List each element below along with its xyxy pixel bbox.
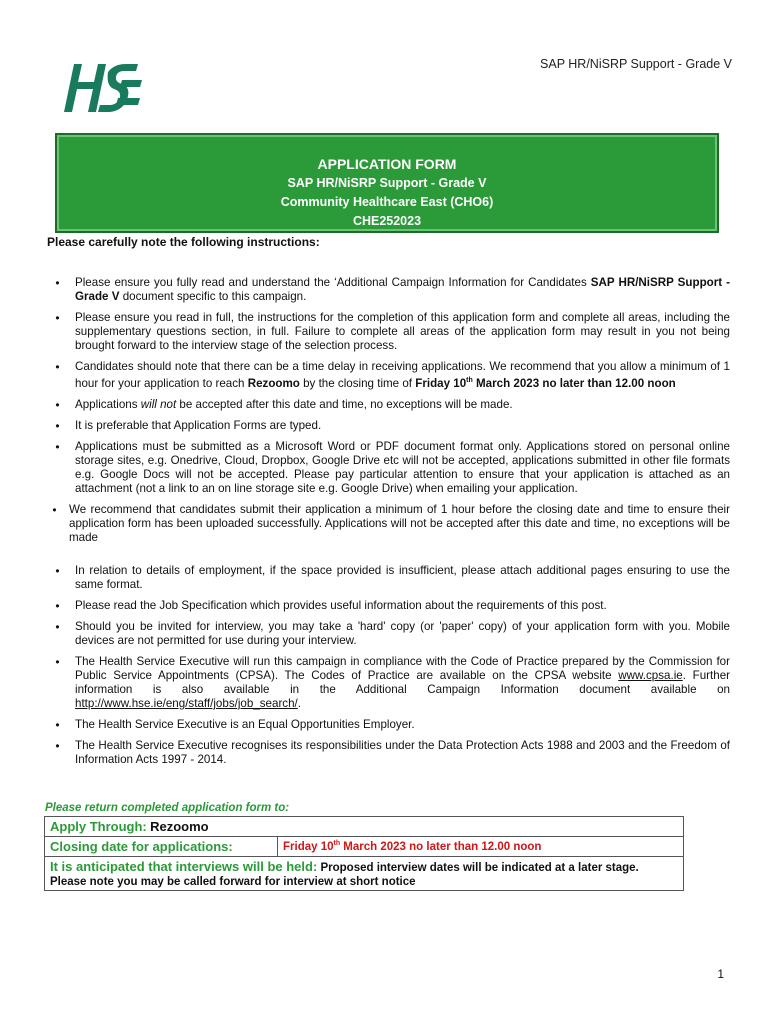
- campaign-code: CHE252023: [352, 214, 422, 228]
- list-item: • In relation to details of employment, if the space provided is insufficient, please attach additional pages ensuring to use the same format.: [40, 564, 730, 592]
- form-title: APPLICATION FORM: [317, 156, 457, 172]
- list-item: • The Health Service Executive will run this campaign in compliance with the Code of Practice prepared by the Commission for Public Service Appointments (CPSA). The Codes of Practice are available on the CPSA website www.cpsa.ie. Further information is also available in the Additional Campaign Information document available on http://www.hse.ie/eng/staff/jobs/job_search/.: [40, 655, 730, 711]
- bullet-icon: •: [55, 619, 60, 634]
- bullet-icon: •: [55, 563, 60, 578]
- bullet-icon: •: [55, 598, 60, 613]
- bullet-icon: •: [52, 502, 57, 517]
- bullet-icon: •: [55, 360, 60, 374]
- bullet-icon: •: [55, 654, 60, 669]
- apply-through-label: Apply Through:: [50, 819, 147, 834]
- interview-label: It is anticipated that interviews will be held:: [50, 859, 318, 874]
- header-doc-title: SAP HR/NiSRP Support - Grade V: [540, 57, 732, 71]
- interview-cell: [45, 857, 684, 891]
- page-number: 1: [717, 967, 724, 981]
- closing-date-label: Closing date for applications:: [50, 839, 233, 854]
- closing-date-value-cell: [278, 837, 684, 857]
- return-note: Please return completed application form to:: [45, 802, 290, 814]
- title-banner: [55, 133, 719, 233]
- closing-date-label-cell: [45, 837, 278, 857]
- list-item: • Please ensure you fully read and understand the ‘Additional Campaign Information for Candidates SAP HR/NiSRP Support - Grade V document specific to this campaign.: [40, 276, 730, 304]
- apply-through-value: Rezoomo: [150, 819, 209, 834]
- interview-value: Proposed interview dates will be indicated at a later stage. Please note you may be called forward for interview at short notice: [50, 862, 639, 888]
- instructions-list: [40, 276, 730, 774]
- list-item: • Candidates should note that there can be a time delay in receiving applications. We recommend that you allow a minimum of 1 hour for your application to reach Rezoomo by the closing time of Friday 10th March 2023 no later than 12.00 noon: [40, 360, 730, 391]
- list-item: • Please read the Job Specification which provides useful information about the requirements of this post.: [40, 599, 730, 613]
- hse-jobs-link[interactable]: http://www.hse.ie/eng/staff/jobs/job_search/: [75, 696, 298, 710]
- list-item: • The Health Service Executive recognises its responsibilities under the Data Protection Acts 1988 and 2003 and the Freedom of Information Acts 1997 - 2014.: [40, 739, 730, 767]
- post-title: SAP HR/NiSRP Support - Grade V: [287, 176, 487, 190]
- bullet-icon: •: [55, 717, 60, 732]
- list-item: • The Health Service Executive is an Equal Opportunities Employer.: [40, 718, 730, 732]
- list-item: • We recommend that candidates submit their application a minimum of 1 hour before the closing date and time to ensure their application form has been uploaded successfully. Applications will not be accepted after this date and time, no exceptions will be made: [40, 503, 730, 545]
- bullet-icon: •: [55, 439, 60, 454]
- instructions-title: Please carefully note the following instructions:: [47, 235, 320, 249]
- region-title: Community Healthcare East (CHO6): [280, 195, 494, 209]
- bullet-icon: •: [55, 397, 60, 412]
- apply-table: [44, 816, 684, 891]
- bullet-icon: •: [55, 418, 60, 433]
- apply-through-cell: [45, 817, 684, 837]
- cpsa-link[interactable]: www.cpsa.ie: [618, 668, 683, 682]
- bullet-icon: •: [55, 738, 60, 753]
- hse-logo: [64, 58, 142, 114]
- list-item: • Should you be invited for interview, you may take a 'hard' copy (or 'paper' copy) of your application form with you. Mobile devices are not permitted for use during your interview.: [40, 620, 730, 648]
- list-item: • Applications will not be accepted after this date and time, no exceptions will be made.: [40, 398, 730, 412]
- closing-date-value: Friday 10th March 2023 no later than 12.00 noon: [283, 840, 542, 853]
- list-item: • Please ensure you read in full, the instructions for the completion of this application form and complete all areas, including the supplementary questions section, in full. Failure to complete all areas of the application form may result in you not being brought forward to the interview stage of the selection process.: [40, 311, 730, 353]
- list-item: • It is preferable that Application Forms are typed.: [40, 419, 730, 433]
- bullet-icon: •: [55, 276, 60, 290]
- bullet-icon: •: [55, 311, 60, 325]
- list-item: • Applications must be submitted as a Microsoft Word or PDF document format only. Applications stored on personal online storage sites, e.g. Onedrive, Cloud, Dropbox, Google Drive etc will not be accepted, applications submitted in other file formats e.g. Google Docs will not be accepted. Please pay particular attention to ensure that your application is attached as an attachment (not a link to an on line storage site e.g. Google Drive) when emailing your application.: [40, 440, 730, 496]
